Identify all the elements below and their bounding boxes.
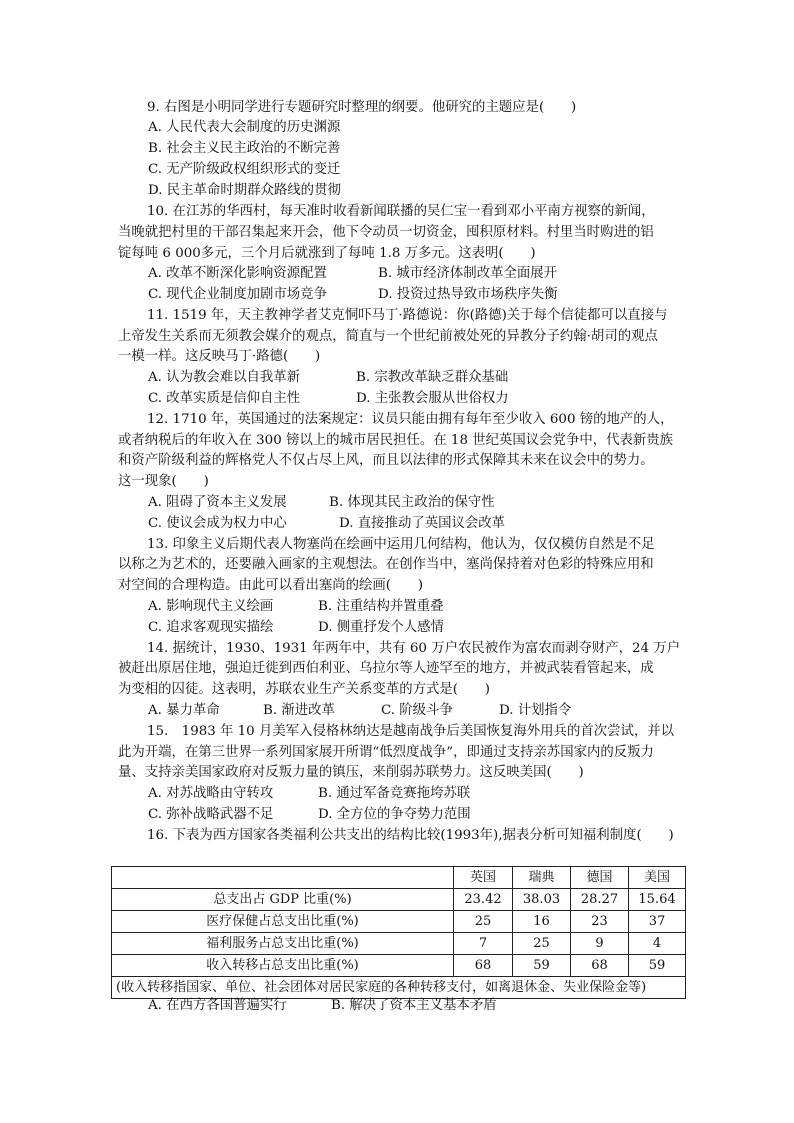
q13-option-a: A. 影响现代主义绘画	[148, 599, 274, 614]
table-cell: 25	[454, 911, 513, 933]
table-row-label: 医疗保健占总支出比重(%)	[112, 911, 454, 933]
q10-stem-line2: 当晚就把村里的干部召集起来开会，他下令动员一切资金，囤积原材料。村里当时购进的铝	[118, 225, 654, 240]
q9-option-b: B. 社会主义民主政治的不断完善	[148, 141, 341, 156]
q9-option-a: A. 人民代表大会制度的历史渊源	[148, 120, 341, 135]
q10-option-a: A. 改革不断深化影响资源配置	[148, 266, 327, 281]
q12-option-c: C. 使议会成为权力中心	[148, 516, 287, 531]
table-row	[112, 933, 686, 955]
q9-option-c: C. 无产阶级政权组织形式的变迁	[148, 162, 341, 177]
q12-stem-line4: 这一现象( )	[118, 474, 209, 489]
q12-option-d: D. 直接推动了英国议会改革	[339, 516, 506, 531]
q12-option-b: B. 体现其民主政治的保守性	[329, 495, 495, 510]
table-cell: 4	[629, 933, 686, 955]
q11-option-d: D. 主张教会服从世俗权力	[356, 391, 509, 406]
table-cell: 23.42	[454, 889, 513, 911]
table-cell: 37	[629, 911, 686, 933]
table-header-cell: 瑞典	[513, 867, 571, 889]
welfare-expenditure-table	[111, 866, 686, 999]
table-row-label: 福利服务占总支出比重(%)	[112, 933, 454, 955]
q15-option-b: B. 通过军备竞赛拖垮苏联	[318, 786, 471, 801]
q10-stem-line1: 10. 在江苏的华西村，每天准时收看新闻联播的吴仁宝一看到邓小平南方视察的新闻，	[147, 204, 655, 219]
q14-option-a: A. 暴力革命	[148, 703, 220, 718]
q15-option-c: C. 弥补战略武器不足	[148, 807, 274, 822]
table-row-label: 收入转移占总支出比重(%)	[112, 955, 454, 977]
table-cell: 9	[571, 933, 629, 955]
q16-option-b: B. 解决了资本主义基本矛盾	[331, 998, 497, 1013]
q15-option-d: D. 全方位的争夺势力范围	[318, 807, 471, 822]
table-cell: 68	[454, 955, 513, 977]
q13-stem-line3: 对空间的合理构造。由此可以看出塞尚的绘画( )	[118, 578, 424, 593]
q14-stem-line3: 为变相的囚徒。这表明，苏联农业生产关系变革的方式是( )	[118, 682, 490, 697]
table-cell: 15.64	[629, 889, 686, 911]
q11-option-a: A. 认为教会难以自我革新	[148, 370, 301, 385]
q14-option-b: B. 渐进改革	[263, 703, 335, 718]
table-cell: 38.03	[513, 889, 571, 911]
table-header-cell: 美国	[629, 867, 686, 889]
q16-option-a: A. 在西方各国普遍实行	[148, 998, 287, 1013]
table-row-label: 总支出占 GDP 比重(%)	[112, 889, 454, 911]
table-corner-cell	[112, 867, 454, 889]
q13-stem-line1: 13. 印象主义后期代表人物塞尚在绘画中运用几何结构，他认为，仅仅模仿自然是不足	[147, 537, 655, 552]
table-cell: 16	[513, 911, 571, 933]
q10-option-c: C. 现代企业制度加剧市场竞争	[148, 287, 327, 302]
q10-option-b: B. 城市经济体制改革全面展开	[378, 266, 558, 281]
table-row	[112, 911, 686, 933]
table-row	[112, 955, 686, 977]
q15-stem-line1: 15. 1983 年 10 月美军入侵格林纳达是越南战争后美国恢复海外用兵的首次尝试，并以	[147, 724, 675, 739]
q11-option-c: C. 改革实质是信仰自主性	[148, 391, 301, 406]
table-cell: 59	[629, 955, 686, 977]
q12-stem-line2: 或者纳税后的年收入在 300 镑以上的城市居民担任。在 18 世纪英国议会党争中，代表新贵族	[118, 433, 674, 448]
q16-stem: 16. 下表为西方国家各类福利公共支出的结构比较(1993年),据表分析可知福利制度( )	[147, 828, 674, 843]
q9-stem: 9. 右图是小明同学进行专题研究时整理的纲要。他研究的主题应是( )	[147, 100, 577, 115]
q14-option-d: D. 计划指令	[499, 703, 572, 718]
q10-option-d: D. 投资过热导致市场秩序失衡	[378, 287, 558, 302]
table-cell: 7	[454, 933, 513, 955]
q13-option-c: C. 追求客观现实描绘	[148, 620, 274, 635]
q12-option-a: A. 阻碍了资本主义发展	[148, 495, 287, 510]
table-header-row	[112, 867, 686, 889]
table-note: (收入转移指国家、单位、社会团体对居民家庭的各种转移支付，如离退休金、失业保险金等)	[112, 977, 686, 999]
q10-stem-line3: 锭每吨 6 000多元，三个月后就涨到了每吨 1.8 万多元。这表明( )	[118, 246, 536, 261]
q12-stem-line1: 12. 1710 年，英国通过的法案规定：议员只能由拥有每年至少收入 600 镑的地产的人，	[147, 412, 674, 427]
q12-stem-line3: 和资产阶级利益的辉格党人不仅占尽上风，而且以法律的形式保障其未来在议会中的势力。	[118, 453, 654, 468]
q13-option-b: B. 注重结构并置重叠	[318, 599, 444, 614]
q13-option-d: D. 侧重抒发个人感情	[318, 620, 444, 635]
q11-stem-line2: 上帝发生关系而无须教会媒介的观点，简直与一个世纪前被处死的异教分子约翰·胡司的观点	[118, 329, 658, 344]
table-cell: 59	[513, 955, 571, 977]
table-cell: 28.27	[571, 889, 629, 911]
q15-stem-line3: 量、支持亲美国家政府对反叛力量的镇压，来削弱苏联势力。这反映美国( )	[118, 765, 584, 780]
table-cell: 23	[571, 911, 629, 933]
q14-option-c: C. 阶级斗争	[381, 703, 453, 718]
q11-stem-line1: 11. 1519 年，天主教神学者艾克恫吓马丁·路德说：你(路德)关于每个信徒都可以直接与	[147, 308, 668, 323]
q11-stem-line3: 一模一样。这反映马丁·路德( )	[118, 349, 321, 364]
table-header-cell: 英国	[454, 867, 513, 889]
q15-stem-line2: 此为开端，在第三世界一系列国家展开所谓“低烈度战争”，即通过支持亲苏国家内的反叛力	[118, 745, 654, 760]
q11-option-b: B. 宗教改革缺乏群众基础	[356, 370, 509, 385]
q14-stem-line1: 14. 据统计，1930、1931 年两年中，共有 60 万户农民被作为富农而剥夺财产，24 万户	[147, 641, 681, 656]
table-row	[112, 889, 686, 911]
table-cell: 68	[571, 955, 629, 977]
q15-option-a: A. 对苏战略由守转攻	[148, 786, 274, 801]
q14-stem-line2: 被赶出原居住地，强迫迁徙到西伯利亚、乌拉尔等人迹罕至的地方，并被武装看管起来，成	[118, 661, 654, 676]
q13-stem-line2: 以称之为艺术的，还要融入画家的主观想法。在创作当中，塞尚保持着对色彩的特殊应用和	[118, 557, 654, 572]
table-cell: 25	[513, 933, 571, 955]
q9-option-d: D. 民主革命时期群众路线的贯彻	[148, 183, 341, 198]
table-header-cell: 德国	[571, 867, 629, 889]
